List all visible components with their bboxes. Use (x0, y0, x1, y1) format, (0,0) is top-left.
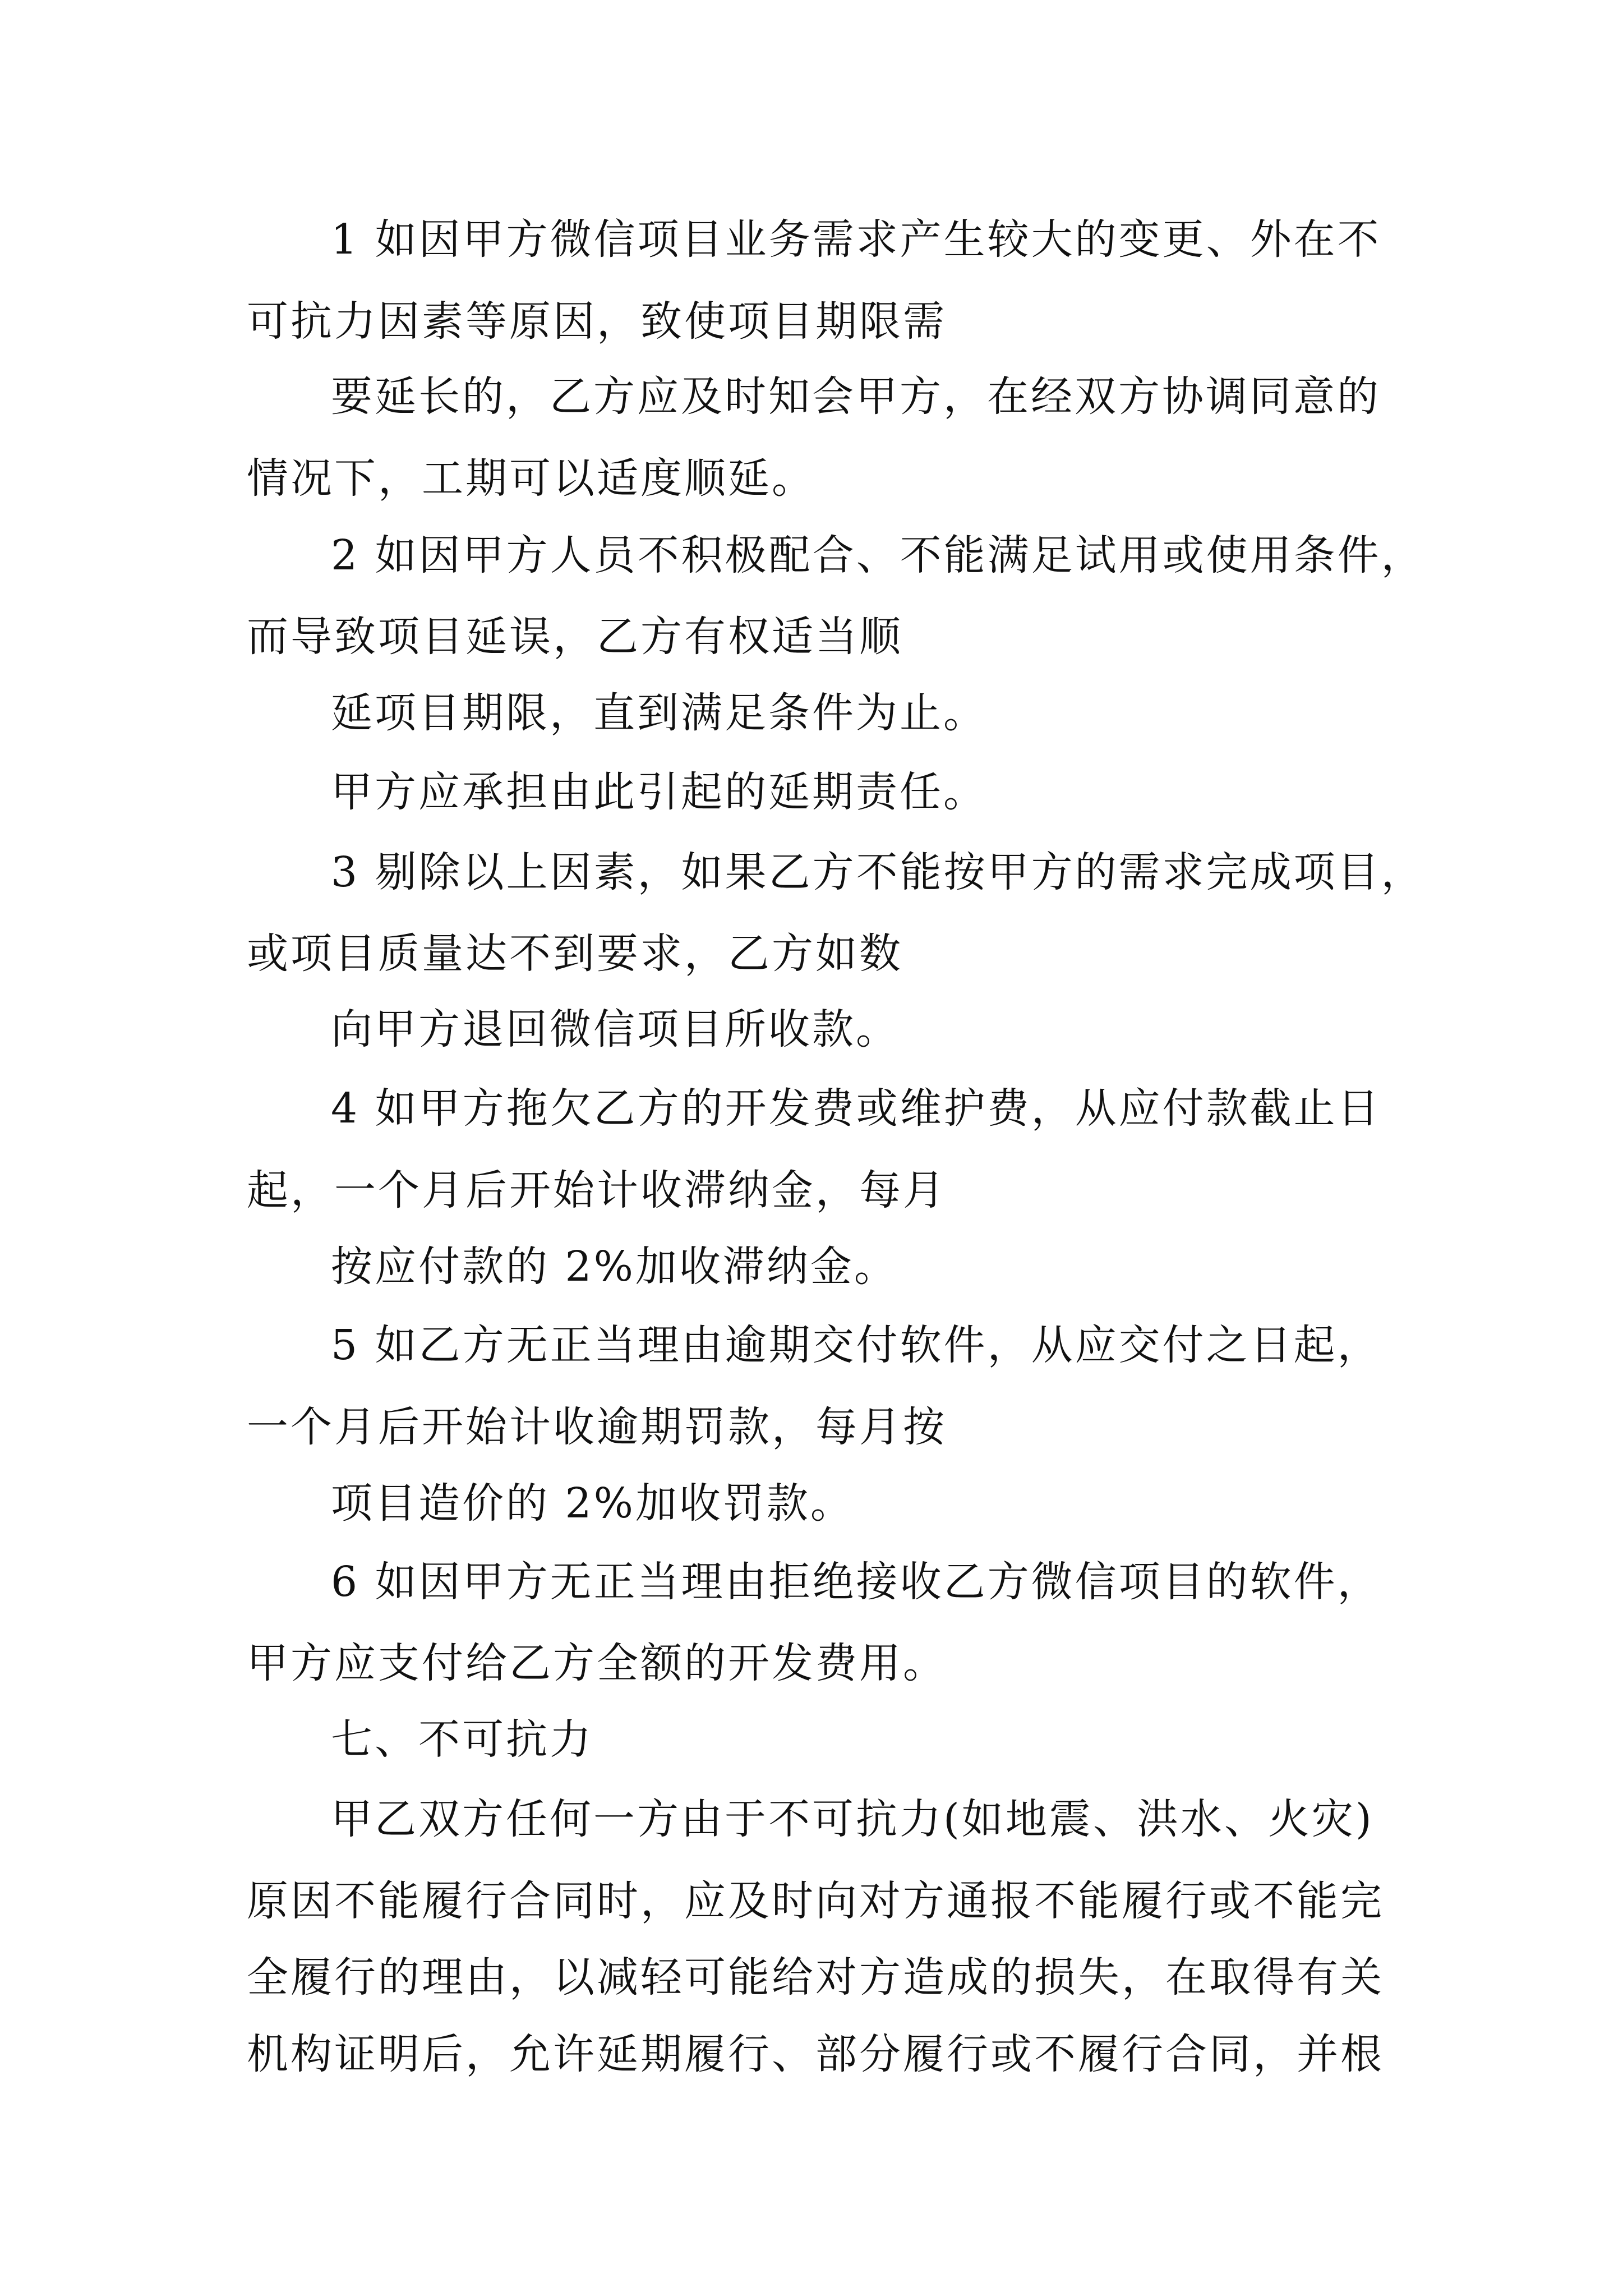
clause-1-line-4: 情况下，工期可以适度顺延。 (247, 454, 815, 503)
clause-3-line-1: 3 剔除以上因素，如果乙方不能按甲方的需求完成项目， (331, 848, 1425, 896)
clause-1-line-3: 要延长的，乙方应及时知会甲方，在经双方协调同意的 (331, 372, 1381, 421)
force-majeure-line-4: 机构证明后，允许延期履行、部分履行或不履行合同，并根 (247, 2030, 1384, 2078)
clause-2-line-2: 而导致项目延误，乙方有权适当顺 (247, 613, 903, 661)
clause-1-line-1: 1 如因甲方微信项目业务需求产生较大的变更、外在不 (331, 215, 1381, 264)
clause-1-line-2: 可抗力因素等原因，致使项目期限需 (247, 297, 947, 346)
clause-5-line-3: 项目造价的 2%加收罚款。 (331, 1479, 854, 1527)
clause-4-line-1: 4 如甲方拖欠乙方的开发费或维护费，从应付款截止日 (331, 1084, 1381, 1133)
force-majeure-line-2: 原因不能履行合同时，应及时向对方通报不能履行或不能完 (247, 1877, 1384, 1925)
clause-3-line-2: 或项目质量达不到要求，乙方如数 (247, 930, 903, 978)
section-heading: 七、不可抗力 (331, 1715, 593, 1764)
clause-4-line-3: 按应付款的 2%加收滞纳金。 (331, 1243, 898, 1291)
force-majeure-line-1: 甲乙双方任何一方由于不可抗力(如地震、洪水、火灾) (331, 1795, 1374, 1843)
clause-5-line-2: 一个月后开始计收逾期罚款，每月按 (247, 1403, 947, 1451)
clause-6-line-1: 6 如因甲方无正当理由拒绝接收乙方微信项目的软件， (331, 1558, 1381, 1606)
clause-5-line-1: 5 如乙方无正当理由逾期交付软件，从应交付之日起， (331, 1321, 1381, 1369)
clause-2-line-3: 延项目期限，直到满足条件为止。 (331, 689, 987, 737)
clause-2-line-4: 甲方应承担由此引起的延期责任。 (331, 768, 987, 816)
clause-2-line-1: 2 如因甲方人员不积极配合、不能满足试用或使用条件， (331, 531, 1425, 579)
clause-3-line-3: 向甲方退回微信项目所收款。 (331, 1005, 900, 1053)
clause-6-line-2: 甲方应支付给乙方全额的开发费用。 (247, 1639, 947, 1687)
force-majeure-line-3: 全履行的理由，以减轻可能给对方造成的损失，在取得有关 (247, 1953, 1384, 2001)
clause-4-line-2: 起，一个月后开始计收滞纳金，每月 (247, 1166, 947, 1214)
